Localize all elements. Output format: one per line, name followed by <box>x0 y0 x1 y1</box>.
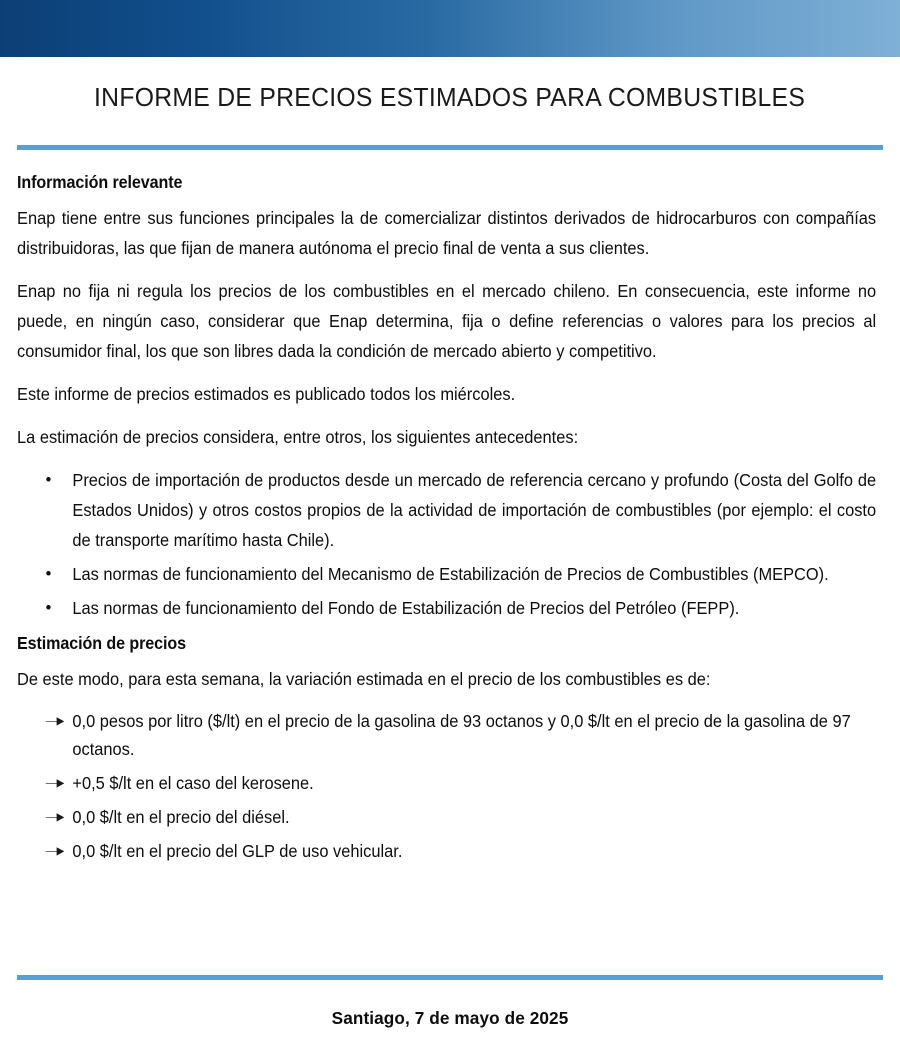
footer-place-date: Santiago, 7 de mayo de 2025 <box>331 1008 569 1028</box>
paragraph-enap-funciones: Enap tiene entre sus funciones principales la de comercializar distintos derivados de hidrocarburos con compañías distribuidoras, las que fijan de manera autónoma el precio final de venta a sus clientes. <box>17 208 877 258</box>
paragraph-enap-no-fija: Enap no fija ni regula los precios de los combustibles en el mercado chileno. En consecuencia, este informe no puede, en ningún caso, considerar que Enap determina, fija o define referencias o valores para los precios al consumidor final, los que son libres dada la condición de mercado abierto y competitivo. <box>17 281 877 361</box>
list-item-label: +0,5 $/lt en el caso del kerosene. <box>72 773 314 793</box>
document-body <box>0 150 900 865</box>
header-gradient-band <box>0 0 900 57</box>
arrow-right-icon <box>46 769 67 797</box>
list-item-label: Precios de importación de productos desde un mercado de referencia cercano y profundo (Costa del Golfo de Estados Unidos) y otros costos propios de la actividad de importación de combustibles (por ejemplo: el costo de transporte marítimo hasta Chile). <box>72 470 877 550</box>
page-title: INFORME DE PRECIOS ESTIMADOS PARA COMBUSTIBLES <box>94 83 806 112</box>
arrow-right-icon <box>46 803 67 831</box>
footer <box>0 975 900 1053</box>
list-item-label: 0,0 pesos por litro ($/lt) en el precio de la gasolina de 93 octanos y 0,0 $/lt en el precio de la gasolina de 97 octanos. <box>72 711 851 759</box>
paragraph-variacion-intro: De este modo, para esta semana, la variación estimada en el precio de los combustibles es de: <box>17 669 711 689</box>
list-item <box>17 707 876 763</box>
list-item-label: Las normas de funcionamiento del Mecanismo de Estabilización de Precios de Combustibles (MEPCO). <box>72 564 829 584</box>
paragraph-publicacion-miercoles: Este informe de precios estimados es publicado todos los miércoles. <box>17 384 516 404</box>
paragraph-antecedentes-intro: La estimación de precios considera, entre otros, los siguientes antecedentes: <box>17 427 579 447</box>
list-item-label: Las normas de funcionamiento del Fondo de Estabilización de Precios del Petróleo (FEPP). <box>72 598 740 618</box>
variacion-precios-list <box>17 707 882 865</box>
bullet-dot-icon: • <box>45 564 52 583</box>
bullet-dot-icon: • <box>45 470 52 489</box>
list-item-label: 0,0 $/lt en el precio del GLP de uso vehicular. <box>72 841 403 861</box>
arrow-right-icon <box>46 707 67 735</box>
antecedentes-list <box>17 465 882 623</box>
list-item <box>17 593 876 623</box>
list-item <box>17 769 876 797</box>
arrow-right-icon <box>46 837 67 865</box>
section-heading-estimacion-de-precios: Estimación de precios <box>17 633 186 653</box>
section-heading-informacion-relevante: Información relevante <box>17 172 183 192</box>
bullet-dot-icon: • <box>45 598 52 617</box>
list-item <box>17 559 876 589</box>
list-item <box>17 803 876 831</box>
list-item <box>17 837 876 865</box>
title-area <box>0 57 900 145</box>
list-item-label: 0,0 $/lt en el precio del diésel. <box>72 807 290 827</box>
list-item <box>17 465 876 555</box>
